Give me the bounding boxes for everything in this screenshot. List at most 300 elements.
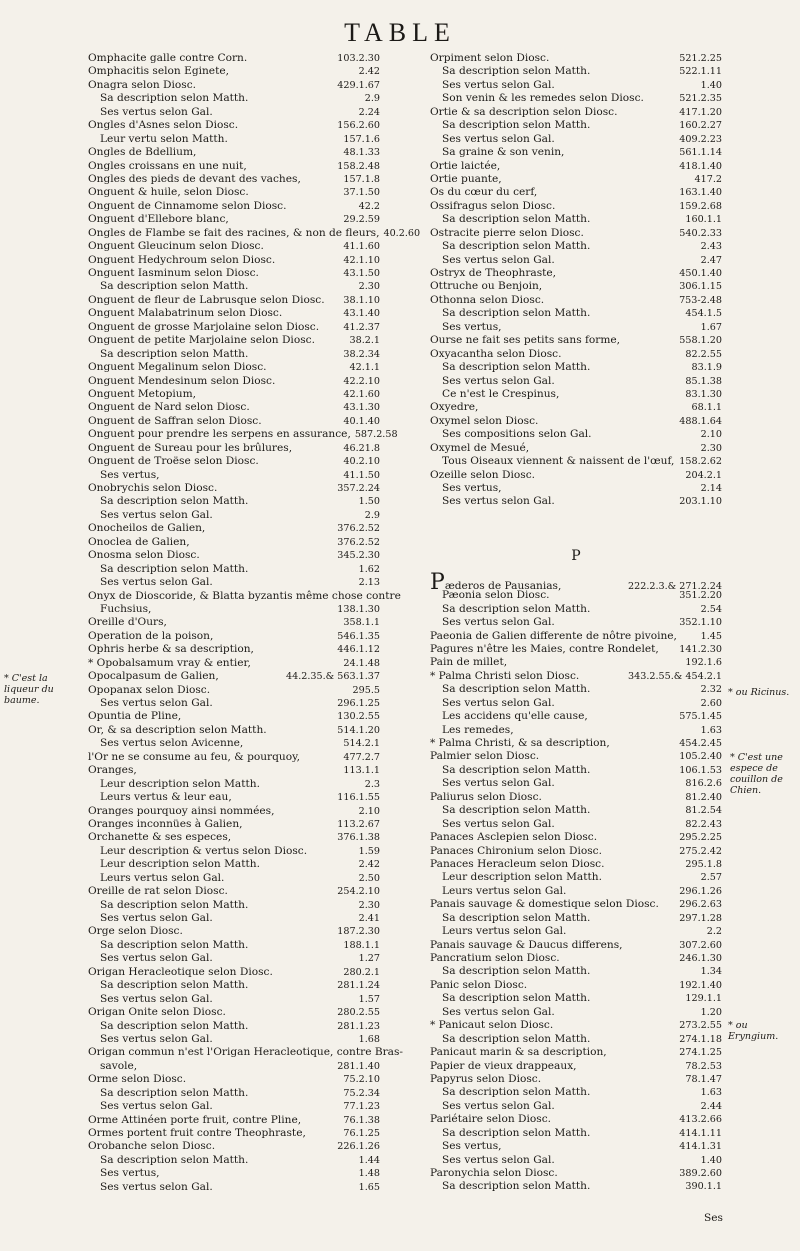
- entry-reference: 389.2.60: [679, 1168, 722, 1179]
- entry-reference: 561.1.14: [679, 147, 722, 159]
- index-entry: [430, 375, 722, 388]
- index-entry: [430, 643, 722, 656]
- entry-reference: 281.1.23: [337, 1020, 380, 1032]
- entry-text: Sa description selon Matth.: [442, 213, 591, 226]
- page-title: TABLE: [344, 18, 456, 47]
- index-entry: [88, 173, 380, 186]
- entry-text: Sa description selon Matth.: [100, 92, 249, 105]
- index-entry: [88, 1127, 380, 1140]
- entry-text: Sa description selon Matth.: [442, 65, 591, 78]
- index-entry: [430, 804, 722, 817]
- entry-text: Panic selon Diosc.: [430, 978, 528, 991]
- index-entry: [430, 65, 722, 78]
- index-entry: [430, 1019, 722, 1032]
- entry-text: Sa description selon Matth.: [442, 763, 591, 776]
- entry-text: Onyx de Dioscoride, & Blatta byzantis même chose contre: [88, 589, 401, 602]
- entry-reference: 43.1.50: [343, 268, 380, 279]
- entry-text: Son venin & les remedes selon Diosc.: [442, 92, 644, 105]
- entry-reference: 514.1.20: [337, 724, 380, 736]
- index-entry: [88, 79, 380, 92]
- entry-text: * Palma Christi, & sa description,: [430, 737, 610, 749]
- entry-reference: 345.2.30: [337, 550, 380, 562]
- entry-text: Ses vertus,: [100, 1167, 160, 1180]
- margin-note-right: * ou Eryngium.: [728, 1020, 779, 1042]
- entry-text: Ortie & sa description selon Diosc.: [430, 105, 618, 118]
- entry-text: Oxymel de Mesué,: [430, 441, 530, 454]
- index-entry: [88, 1060, 380, 1073]
- entry-reference: 157.1.8: [343, 173, 380, 185]
- entry-text: Ses vertus selon Gal.: [442, 1005, 555, 1018]
- entry-text: Ses vertus,: [442, 320, 502, 333]
- entry-reference: 297.1.28: [679, 912, 722, 924]
- index-entry: [88, 697, 380, 710]
- entry-reference: 163.1.40: [679, 187, 722, 199]
- index-entry: [88, 254, 380, 267]
- index-entry: [88, 589, 401, 603]
- entry-text: Pariétaire selon Diosc.: [430, 1113, 552, 1126]
- index-entry: [430, 1046, 722, 1059]
- index-entry: [430, 737, 722, 750]
- entry-text: Leurs vertus selon Gal.: [442, 925, 567, 938]
- entry-reference: 414.1.11: [679, 1127, 722, 1139]
- entry-reference: 2.50: [358, 872, 380, 884]
- entry-reference: 41.1.50: [343, 469, 380, 481]
- entry-text: Ormes portent fruit contre Theophraste,: [88, 1127, 306, 1139]
- index-entry: [430, 1060, 722, 1073]
- entry-reference: 454.2.45: [679, 738, 722, 749]
- index-entry: [430, 1033, 722, 1046]
- entry-reference: 575.1.45: [679, 711, 722, 723]
- entry-text: Onguent Hedychroum selon Diosc.: [88, 253, 276, 266]
- index-entry: [88, 509, 380, 522]
- entry-reference: 42.2.10: [343, 375, 380, 387]
- entry-reference: 2.32: [700, 684, 722, 696]
- entry-reference: 38.1.10: [343, 294, 380, 306]
- index-entry: [88, 576, 380, 589]
- entry-text: Ses vertus selon Gal.: [100, 105, 213, 118]
- index-entry: [88, 1114, 380, 1127]
- index-entry: [88, 321, 380, 334]
- entry-reference: 42.2: [358, 200, 380, 212]
- index-entry: [430, 280, 722, 293]
- index-entry: [430, 455, 722, 468]
- entry-reference: 78.1.47: [685, 1073, 722, 1085]
- entry-reference: 2.43: [700, 241, 722, 253]
- index-entry: [430, 348, 722, 361]
- entry-text: Pancratium selon Diosc.: [430, 952, 560, 964]
- entry-text: Pagures n'être les Maies, contre Rondelet,: [430, 642, 659, 655]
- entry-text: Ongles croissans en une nuit,: [88, 159, 247, 172]
- entry-reference: 2.41: [358, 913, 380, 924]
- entry-reference: 488.1.64: [679, 415, 722, 427]
- index-entry: [88, 1140, 380, 1153]
- index-entry: [88, 845, 380, 858]
- entry-reference: 40.2.60: [383, 227, 421, 239]
- index-entry: [430, 656, 722, 669]
- entry-text: Ottruche ou Benjoin,: [430, 280, 543, 293]
- index-entry: [88, 1073, 380, 1086]
- entry-reference: 1.65: [358, 1181, 380, 1193]
- index-entry: [88, 670, 380, 683]
- entry-text: Oreille de rat selon Diosc.: [88, 885, 228, 898]
- entry-text: Ses vertus selon Gal.: [442, 1099, 555, 1112]
- index-entry: [88, 1087, 380, 1100]
- index-entry: [430, 200, 722, 213]
- entry-text: Othonna selon Diosc.: [430, 293, 545, 306]
- entry-text: Onguent Megalinum selon Diosc.: [88, 361, 267, 374]
- index-entry: [430, 925, 722, 938]
- index-entry: [88, 563, 380, 576]
- entry-text: Ses vertus selon Gal.: [100, 1180, 213, 1193]
- index-entry: [430, 160, 722, 173]
- entry-text: Sa description selon Matth.: [442, 1032, 591, 1045]
- entry-text: Ortie laictée,: [430, 159, 501, 172]
- entry-text: Les accidens qu'elle cause,: [442, 710, 588, 723]
- entry-reference: 1.62: [358, 563, 380, 575]
- entry-reference: 38.2.34: [343, 348, 380, 360]
- entry-reference: 29.2.59: [343, 214, 380, 226]
- entry-text: Sa description selon Matth.: [100, 495, 249, 508]
- entry-text: Ongles de Bdellium,: [88, 146, 197, 159]
- index-entry: [430, 1006, 722, 1019]
- entry-text: Onguent de fleur de Labrusque selon Diosc.: [88, 293, 325, 306]
- entry-reference: 37.1.50: [343, 187, 380, 199]
- index-entry: [88, 280, 380, 293]
- entry-text: Onguent Gleucinum selon Diosc.: [88, 240, 264, 253]
- entry-reference: 254.2.10: [337, 886, 380, 898]
- index-entry: [430, 307, 722, 320]
- index-entry: [88, 92, 380, 105]
- index-entry: [88, 334, 380, 347]
- entry-reference: 226.1.26: [337, 1141, 380, 1153]
- entry-reference: 40.2.10: [343, 456, 380, 468]
- entry-reference: 106.1.53: [679, 764, 722, 776]
- entry-reference: 41.1.60: [343, 241, 380, 253]
- entry-text: Ses vertus,: [100, 468, 160, 481]
- entry-reference: 429.1.67: [337, 79, 380, 91]
- entry-reference: 43.1.30: [343, 402, 380, 414]
- entry-reference: 1.20: [700, 1006, 722, 1018]
- index-entry: [88, 1046, 404, 1059]
- index-entry: [88, 1154, 380, 1167]
- entry-text: Oxyedre,: [430, 401, 479, 414]
- entry-reference: 417.2: [694, 173, 722, 185]
- entry-text: savole,: [100, 1059, 138, 1072]
- entry-text: Sa description selon Matth.: [442, 240, 591, 253]
- entry-reference: 82.2.55: [685, 348, 722, 360]
- entry-reference: 222.2.3.& 271.2.24: [628, 580, 722, 592]
- index-entry: [88, 630, 380, 643]
- entry-reference: 2.54: [700, 603, 722, 615]
- entry-reference: 351.2.20: [679, 590, 722, 602]
- entry-text: Oranges inconnües à Galien,: [88, 817, 243, 830]
- entry-reference: 85.1.38: [685, 375, 722, 387]
- index-entry: [430, 912, 722, 925]
- entry-reference: 76.1.38: [343, 1114, 380, 1126]
- entry-text: Ongles d'Asnes selon Diosc.: [88, 119, 239, 132]
- index-entry: [88, 818, 380, 831]
- index-entry: [88, 643, 380, 656]
- entry-text: Leurs vertus selon Gal.: [442, 884, 567, 897]
- index-entry: [430, 952, 722, 965]
- entry-reference: 376.1.38: [337, 832, 380, 844]
- index-entry: [430, 858, 722, 871]
- entry-text: Ses vertus selon Gal.: [100, 912, 213, 924]
- index-entry: [430, 1127, 722, 1140]
- index-entry: [88, 455, 380, 468]
- entry-reference: 2.42: [358, 66, 380, 78]
- index-column-right: [430, 52, 722, 1194]
- index-entry: [430, 683, 722, 696]
- entry-text: Pæderos de Pausanias,: [430, 569, 562, 595]
- entry-reference: 306.1.15: [679, 281, 722, 293]
- index-entry: [88, 925, 380, 938]
- index-entry: [430, 845, 722, 858]
- entry-text: Ses vertus selon Gal.: [100, 508, 213, 521]
- index-entry: [430, 979, 722, 992]
- index-entry: [88, 684, 380, 697]
- entry-text: Onguent de Saffran selon Diosc.: [88, 414, 262, 427]
- index-entry: [430, 710, 722, 723]
- entry-text: Ses vertus selon Gal.: [442, 777, 555, 790]
- entry-text: Ortie puante,: [430, 172, 502, 185]
- entry-text: Omphacite galle contre Corn.: [88, 52, 248, 64]
- entry-reference: 753-2.48: [679, 294, 722, 306]
- entry-text: Origan Onite selon Diosc.: [88, 1006, 226, 1019]
- entry-text: Ses vertus selon Gal.: [442, 374, 555, 387]
- entry-text: Leur description selon Matth.: [100, 858, 260, 871]
- entry-text: Ses compositions selon Gal.: [442, 428, 592, 441]
- entry-text: Ses vertus,: [442, 482, 502, 494]
- entry-text: Ses vertus selon Gal.: [442, 1153, 555, 1166]
- entry-reference: 281.1.24: [337, 980, 380, 992]
- entry-reference: 1.59: [358, 845, 380, 857]
- entry-reference: 357.2.24: [337, 483, 380, 494]
- entry-text: Ongles des pieds de devant des vaches,: [88, 172, 301, 185]
- entry-reference: 46.21.8: [343, 442, 380, 454]
- index-entry: [430, 764, 722, 777]
- index-entry: [88, 495, 380, 508]
- index-entry: [430, 1140, 722, 1153]
- entry-reference: 274.1.18: [679, 1033, 722, 1045]
- entry-text: Onguent Malabatrinum selon Diosc.: [88, 307, 283, 320]
- index-entry: [430, 1167, 722, 1180]
- entry-reference: 296.2.63: [679, 899, 722, 911]
- entry-reference: 158.2.48: [337, 160, 380, 172]
- entry-reference: 188.1.1: [343, 939, 380, 951]
- entry-text: Oranges,: [88, 764, 137, 777]
- entry-text: Os du cœur du cerf,: [430, 186, 538, 199]
- entry-reference: 514.2.1: [343, 738, 380, 750]
- entry-reference: 2.47: [700, 254, 722, 266]
- entry-reference: 521.2.25: [679, 53, 722, 64]
- entry-text: Panais sauvage & Daucus differens,: [430, 938, 623, 951]
- entry-text: Ophris herbe & sa description,: [88, 643, 254, 656]
- entry-reference: 2.10: [700, 429, 722, 441]
- entry-text: Paliurus selon Diosc.: [430, 790, 542, 803]
- entry-text: Sa description selon Matth.: [100, 979, 249, 992]
- entry-text: Sa description selon Matth.: [442, 119, 591, 132]
- index-entry: [88, 1100, 380, 1113]
- entry-text: Omphacitis selon Eginete,: [88, 65, 229, 78]
- entry-text: Onobrychis selon Diosc.: [88, 482, 218, 494]
- index-entry: [88, 388, 380, 401]
- entry-reference: 43.1.40: [343, 308, 380, 320]
- index-entry: [88, 133, 380, 146]
- index-entry: [430, 831, 722, 844]
- index-entry: [88, 415, 380, 428]
- index-entry: [88, 1181, 380, 1194]
- entry-reference: 83.1.30: [685, 388, 722, 400]
- index-entry: [430, 133, 722, 146]
- entry-text: Onguent de Troëse selon Diosc.: [88, 455, 259, 468]
- entry-reference: 1.57: [358, 993, 380, 1005]
- entry-text: Papier de vieux drappeaux,: [430, 1059, 577, 1072]
- entry-text: * Opobalsamum vray & entier,: [88, 656, 251, 669]
- entry-text: Ses vertus selon Gal.: [100, 1032, 213, 1045]
- entry-text: Onguent Mendesinum selon Diosc.: [88, 374, 276, 387]
- entry-text: Leurs vertus & leur eau,: [100, 791, 232, 804]
- entry-text: Onguent & huile, selon Diosc.: [88, 186, 249, 199]
- entry-reference: 187.2.30: [337, 926, 380, 938]
- entry-text: Sa description selon Matth.: [442, 965, 591, 978]
- entry-text: Leurs vertus selon Gal.: [100, 871, 225, 884]
- entry-text: Ourse ne fait ses petits sans forme,: [430, 334, 621, 347]
- entry-reference: 343.2.55.& 454.2.1: [628, 670, 722, 682]
- margin-note-right: * C'est une espece de couillon de Chien.: [730, 752, 783, 796]
- index-entry: [88, 764, 380, 777]
- entry-reference: 1.40: [700, 79, 722, 91]
- index-entry: [430, 119, 722, 132]
- entry-text: Onguent d'Ellebore blanc,: [88, 213, 229, 226]
- entry-reference: 159.2.68: [679, 200, 722, 212]
- entry-reference: 83.1.9: [691, 362, 722, 374]
- entry-reference: 204.2.1: [685, 469, 722, 481]
- index-entry: [88, 146, 380, 159]
- entry-text: Leur description & vertus selon Diosc.: [100, 844, 308, 857]
- entry-text: Orge selon Diosc.: [88, 925, 183, 938]
- index-entry: [88, 858, 380, 871]
- index-entry: [88, 603, 380, 616]
- entry-reference: 280.2.55: [337, 1007, 380, 1019]
- index-entry: [88, 401, 380, 414]
- index-entry: [88, 200, 380, 213]
- index-entry: [88, 912, 380, 925]
- entry-text: Tous Oiseaux viennent & naissent de l'œuf,: [442, 455, 675, 468]
- entry-text: Sa description selon Matth.: [100, 562, 249, 575]
- entry-reference: 160.1.1: [685, 214, 722, 226]
- entry-reference: 1.68: [358, 1033, 380, 1045]
- index-entry: [88, 737, 380, 750]
- index-entry: [88, 966, 380, 979]
- entry-reference: 192.1.40: [679, 979, 722, 991]
- index-entry: [88, 442, 380, 455]
- index-entry: [430, 670, 722, 683]
- entry-text: Panaces Heracleum selon Diosc.: [430, 857, 605, 870]
- entry-text: Operation de la poison,: [88, 629, 214, 642]
- entry-text: Sa graine & son venin,: [442, 146, 565, 159]
- entry-text: Orobanche selon Diosc.: [88, 1140, 216, 1153]
- entry-reference: 521.2.35: [679, 93, 722, 105]
- entry-text: Sa description selon Matth.: [442, 307, 591, 320]
- index-entry: [430, 227, 722, 240]
- entry-text: Fuchsius,: [100, 602, 152, 615]
- entry-reference: 1.67: [700, 321, 722, 333]
- entry-reference: 68.1.1: [691, 402, 722, 414]
- entry-text: Oreille d'Ours,: [88, 616, 167, 629]
- entry-text: Leur description selon Matth.: [100, 777, 260, 790]
- index-entry: [430, 777, 722, 790]
- index-entry: [88, 657, 380, 670]
- entry-reference: 1.63: [700, 724, 722, 736]
- index-entry: [430, 616, 722, 629]
- entry-text: Ses vertus,: [442, 1140, 502, 1153]
- entry-reference: 352.1.10: [679, 617, 722, 629]
- entry-reference: 477.2.7: [343, 751, 380, 763]
- entry-text: Pæonia selon Diosc.: [442, 589, 550, 602]
- index-entry: [430, 965, 722, 978]
- index-entry: [430, 885, 722, 898]
- entry-reference: 1.44: [358, 1154, 380, 1166]
- entry-text: Opopanax selon Diosc.: [88, 683, 211, 696]
- entry-text: Leur vertu selon Matth.: [100, 132, 228, 145]
- entry-reference: 129.1.1: [685, 993, 722, 1005]
- entry-reference: 160.2.27: [679, 120, 722, 132]
- index-entry: [88, 724, 380, 737]
- index-entry: [430, 106, 722, 119]
- entry-reference: 2.2: [706, 926, 722, 938]
- index-entry: [430, 1180, 722, 1193]
- entry-text: Paronychia selon Diosc.: [430, 1167, 558, 1179]
- entry-text: Orme selon Diosc.: [88, 1073, 187, 1086]
- index-entry: [88, 119, 380, 132]
- index-entry: [430, 92, 722, 105]
- entry-reference: 48.1.33: [343, 147, 380, 159]
- entry-reference: 42.1.1: [349, 362, 380, 374]
- index-entry: [88, 778, 380, 791]
- index-entry: [88, 831, 380, 844]
- index-entry: [88, 307, 380, 320]
- entry-text: Ses vertus selon Gal.: [100, 1100, 213, 1113]
- entry-text: Onguent de grosse Marjolaine selon Diosc.: [88, 320, 320, 333]
- entry-text: Onocheilos de Galien,: [88, 522, 206, 535]
- entry-reference: 75.2.34: [343, 1087, 380, 1099]
- entry-reference: 75.2.10: [343, 1074, 380, 1086]
- entry-text: Sa description selon Matth.: [442, 1126, 591, 1139]
- index-entry: [88, 899, 380, 912]
- entry-text: Or, & sa description selon Matth.: [88, 723, 267, 736]
- index-entry: [88, 106, 380, 119]
- entry-text: Onguent de Cinnamome selon Diosc.: [88, 199, 287, 212]
- index-entry: [430, 213, 722, 226]
- entry-reference: 116.1.55: [337, 792, 380, 804]
- index-entry: [88, 993, 380, 1006]
- entry-reference: 41.2.37: [343, 321, 380, 333]
- entry-text: Ses vertus selon Gal.: [442, 616, 555, 629]
- entry-reference: 77.1.23: [343, 1101, 380, 1113]
- entry-text: Papyrus selon Diosc.: [430, 1072, 542, 1085]
- index-entry: [88, 348, 380, 361]
- index-entry: [430, 791, 722, 804]
- entry-reference: 78.2.53: [685, 1060, 722, 1072]
- index-entry: [88, 549, 380, 562]
- entry-reference: 376.2.52: [337, 536, 380, 548]
- entry-text: Sa description selon Matth.: [100, 898, 249, 911]
- entry-reference: 1.40: [700, 1154, 722, 1166]
- entry-text: Ses vertus selon Gal.: [442, 132, 555, 145]
- index-entry: [430, 321, 722, 334]
- index-entry: [430, 1086, 722, 1099]
